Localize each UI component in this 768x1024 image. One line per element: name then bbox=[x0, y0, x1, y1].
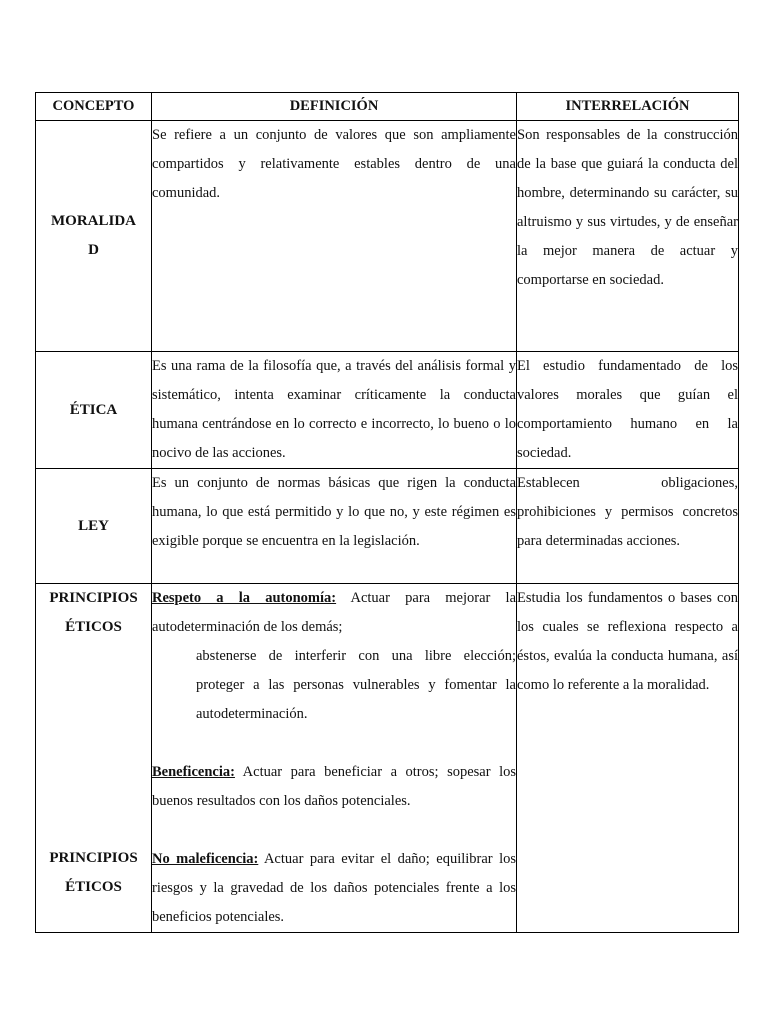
definition-moralidad bbox=[152, 121, 517, 352]
nomaleficencia-paragraph bbox=[152, 845, 516, 932]
definition-etica-text: Es una rama de la filosofía que, a través del análisis formal y sistemático, intenta examinar críticamente la conducta humana centrándose en lo correcto e incorrecto, lo bueno o lo nocivo de las acciones. bbox=[152, 358, 516, 461]
concept-principios-top-line2: ÉTICOS bbox=[65, 619, 122, 635]
definition-moralidad-text: Se refiere a un conjunto de valores que son ampliamente compartidos y relativamente estables dentro de una comunidad. bbox=[152, 127, 516, 201]
respeto-text1: Actuar para mejorar la autodeterminación de los demás; bbox=[152, 590, 516, 635]
header-interrelacion: INTERRELACIÓN bbox=[517, 93, 739, 121]
concept-principios-top-line1: PRINCIPIOS bbox=[49, 590, 138, 606]
header-row bbox=[36, 93, 739, 121]
row-ley bbox=[36, 469, 739, 584]
row-principios bbox=[36, 584, 739, 933]
header-concepto: CONCEPTO bbox=[36, 93, 152, 121]
concept-moralidad-line1: MORALIDA bbox=[51, 213, 136, 229]
concept-etica: ÉTICA bbox=[36, 352, 152, 469]
concept-principios-bottom-line1: PRINCIPIOS bbox=[49, 850, 138, 866]
concept-principios-bottom bbox=[36, 844, 151, 902]
row-etica bbox=[36, 352, 739, 469]
interrelation-ley-text: Establecen obligaciones, prohibiciones y permisos concretos para determinadas acciones. bbox=[517, 475, 738, 549]
interrelation-principios bbox=[517, 584, 739, 933]
beneficencia-term: Beneficencia: bbox=[152, 764, 235, 780]
definition-principios bbox=[152, 584, 517, 933]
beneficencia-paragraph bbox=[152, 758, 516, 816]
interrelation-etica bbox=[517, 352, 739, 469]
definition-ley-text: Es un conjunto de normas básicas que rigen la conducta humana, lo que está permitido y lo que no, y este régimen es exigible porque se encuentra en la legislación. bbox=[152, 475, 516, 549]
interrelation-moralidad-text: Son responsables de la construcción de la base que guiará la conducta del hombre, determinando su carácter, su altruismo y sus virtudes, y de enseñar la mejor manera de actuar y comportarse en sociedad. bbox=[517, 127, 738, 288]
definition-etica bbox=[152, 352, 517, 469]
beneficencia-text: Actuar para beneficiar a otros; sopesar los buenos resultados con los daños potenciales. bbox=[152, 764, 516, 809]
concept-ley: LEY bbox=[36, 469, 152, 584]
concept-principios-bottom-line2: ÉTICOS bbox=[65, 879, 122, 895]
respeto-paragraph bbox=[152, 584, 516, 642]
interrelation-etica-text: El estudio fundamentado de los valores morales que guían el comportamiento humano en la sociedad. bbox=[517, 358, 738, 461]
concept-principios bbox=[36, 584, 152, 933]
interrelation-ley bbox=[517, 469, 739, 584]
nomaleficencia-text: Actuar para evitar el daño; equilibrar los riesgos y la gravedad de los daños potenciales frente a los beneficios potenciales. bbox=[152, 851, 516, 925]
respeto-term: Respeto a la autonomía: bbox=[152, 590, 337, 606]
concept-moralidad-line2: D bbox=[88, 242, 99, 258]
row-moralidad bbox=[36, 121, 739, 352]
concept-moralidad bbox=[36, 121, 152, 352]
definition-ley bbox=[152, 469, 517, 584]
interrelation-principios-text: Estudia los fundamentos o bases con los cuales se reflexiona respecto a éstos, evalúa la conducta humana, así como lo referente a la moralidad. bbox=[517, 590, 738, 693]
nomaleficencia-term: No maleficencia: bbox=[152, 851, 259, 867]
header-definicion: DEFINICIÓN bbox=[152, 93, 517, 121]
interrelation-moralidad bbox=[517, 121, 739, 352]
respeto-text2: abstenerse de interferir con una libre elección; proteger a las personas vulnerables y fomentar la autodeterminación. bbox=[196, 648, 516, 722]
concepts-table bbox=[35, 92, 739, 933]
